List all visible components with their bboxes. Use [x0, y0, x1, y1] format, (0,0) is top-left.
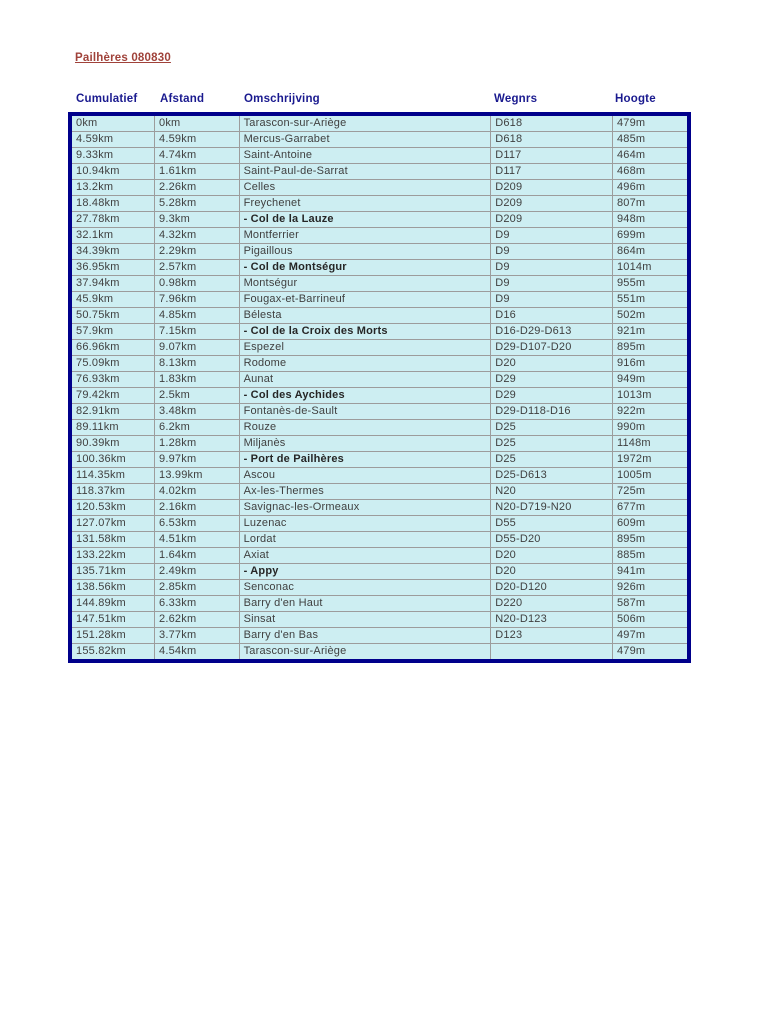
table-row	[70, 404, 689, 420]
cell-afstand: 1.83km	[155, 372, 240, 388]
cell-hoogte: 1972m	[612, 452, 689, 468]
cell-omschrijving: Celles	[239, 180, 491, 196]
cell-hoogte: 949m	[612, 372, 689, 388]
cell-afstand: 3.77km	[155, 628, 240, 644]
cell-wegnrs: D29	[491, 388, 613, 404]
cell-hoogte: 479m	[612, 644, 689, 662]
cell-afstand: 4.32km	[155, 228, 240, 244]
cell-hoogte: 926m	[612, 580, 689, 596]
cell-afstand: 4.54km	[155, 644, 240, 662]
cell-omschrijving: - Col des Aychides	[239, 388, 491, 404]
table-row	[70, 340, 689, 356]
cell-hoogte: 990m	[612, 420, 689, 436]
cell-afstand: 9.07km	[155, 340, 240, 356]
cell-omschrijving: Rouze	[239, 420, 491, 436]
cell-hoogte: 948m	[612, 212, 689, 228]
cell-omschrijving: Tarascon-sur-Ariège	[239, 114, 491, 132]
cell-afstand: 9.3km	[155, 212, 240, 228]
cell-wegnrs: D123	[491, 628, 613, 644]
cell-omschrijving: Barry d'en Haut	[239, 596, 491, 612]
cell-omschrijving: Ax-les-Thermes	[239, 484, 491, 500]
table-row	[70, 196, 689, 212]
cell-wegnrs: D20	[491, 564, 613, 580]
cell-wegnrs: D16-D29-D613	[491, 324, 613, 340]
cell-afstand: 8.13km	[155, 356, 240, 372]
cell-cumulatief: 155.82km	[70, 644, 155, 662]
cell-wegnrs	[491, 644, 613, 662]
cell-omschrijving: - Col de la Croix des Morts	[239, 324, 491, 340]
table-row	[70, 308, 689, 324]
cell-cumulatief: 27.78km	[70, 212, 155, 228]
cell-hoogte: 506m	[612, 612, 689, 628]
cell-hoogte: 922m	[612, 404, 689, 420]
cell-wegnrs: D25	[491, 452, 613, 468]
cell-afstand: 2.5km	[155, 388, 240, 404]
table-row	[70, 356, 689, 372]
cell-cumulatief: 133.22km	[70, 548, 155, 564]
cell-cumulatief: 13.2km	[70, 180, 155, 196]
cell-wegnrs: D209	[491, 196, 613, 212]
cell-hoogte: 587m	[612, 596, 689, 612]
cell-omschrijving: Lordat	[239, 532, 491, 548]
cell-cumulatief: 34.39km	[70, 244, 155, 260]
cell-wegnrs: D117	[491, 164, 613, 180]
table-row	[70, 292, 689, 308]
cell-hoogte: 895m	[612, 340, 689, 356]
cell-afstand: 4.59km	[155, 132, 240, 148]
cell-wegnrs: D25	[491, 420, 613, 436]
cell-afstand: 2.26km	[155, 180, 240, 196]
cell-cumulatief: 79.42km	[70, 388, 155, 404]
table-row	[70, 164, 689, 180]
table-row	[70, 516, 689, 532]
table-row	[70, 436, 689, 452]
table-row	[70, 548, 689, 564]
cell-hoogte: 725m	[612, 484, 689, 500]
table-row	[70, 244, 689, 260]
cell-omschrijving: - Port de Pailhères	[239, 452, 491, 468]
table-row	[70, 132, 689, 148]
cell-wegnrs: D20	[491, 548, 613, 564]
cell-hoogte: 807m	[612, 196, 689, 212]
cell-afstand: 1.61km	[155, 164, 240, 180]
cell-afstand: 2.29km	[155, 244, 240, 260]
table-row	[70, 564, 689, 580]
cell-hoogte: 1005m	[612, 468, 689, 484]
cell-wegnrs: D9	[491, 244, 613, 260]
column-header-hoogte: Hoogte	[615, 93, 656, 105]
column-header-wegnrs: Wegnrs	[494, 93, 538, 105]
cell-omschrijving: Fougax-et-Barrineuf	[239, 292, 491, 308]
cell-omschrijving: - Col de la Lauze	[239, 212, 491, 228]
cell-afstand: 0.98km	[155, 276, 240, 292]
cell-hoogte: 609m	[612, 516, 689, 532]
cell-omschrijving: Senconac	[239, 580, 491, 596]
cell-cumulatief: 90.39km	[70, 436, 155, 452]
cell-wegnrs: N20-D719-N20	[491, 500, 613, 516]
cell-wegnrs: D20	[491, 356, 613, 372]
cell-omschrijving: Mercus-Garrabet	[239, 132, 491, 148]
cell-cumulatief: 76.93km	[70, 372, 155, 388]
cell-cumulatief: 4.59km	[70, 132, 155, 148]
cell-omschrijving: Fontanès-de-Sault	[239, 404, 491, 420]
table-row	[70, 148, 689, 164]
table-row	[70, 596, 689, 612]
cell-wegnrs: N20	[491, 484, 613, 500]
cell-omschrijving: Tarascon-sur-Ariège	[239, 644, 491, 662]
cell-cumulatief: 66.96km	[70, 340, 155, 356]
cell-wegnrs: D209	[491, 180, 613, 196]
cell-afstand: 4.51km	[155, 532, 240, 548]
cell-afstand: 4.02km	[155, 484, 240, 500]
table-row	[70, 260, 689, 276]
cell-afstand: 2.62km	[155, 612, 240, 628]
cell-omschrijving: Aunat	[239, 372, 491, 388]
cell-hoogte: 1014m	[612, 260, 689, 276]
cell-hoogte: 468m	[612, 164, 689, 180]
cell-omschrijving: Savignac-les-Ormeaux	[239, 500, 491, 516]
cell-hoogte: 1148m	[612, 436, 689, 452]
column-header-afstand: Afstand	[160, 93, 205, 105]
cell-cumulatief: 75.09km	[70, 356, 155, 372]
table-row	[70, 180, 689, 196]
cell-hoogte: 699m	[612, 228, 689, 244]
cell-wegnrs: D29-D118-D16	[491, 404, 613, 420]
cell-omschrijving: Saint-Paul-de-Sarrat	[239, 164, 491, 180]
cell-wegnrs: D618	[491, 132, 613, 148]
cell-wegnrs: D25-D613	[491, 468, 613, 484]
cell-hoogte: 551m	[612, 292, 689, 308]
table-row	[70, 114, 689, 132]
column-header-omschrijving: Omschrijving	[244, 93, 320, 105]
cell-afstand: 0km	[155, 114, 240, 132]
cell-cumulatief: 18.48km	[70, 196, 155, 212]
cell-hoogte: 502m	[612, 308, 689, 324]
cell-hoogte: 677m	[612, 500, 689, 516]
cell-cumulatief: 89.11km	[70, 420, 155, 436]
cell-afstand: 2.57km	[155, 260, 240, 276]
cell-afstand: 1.28km	[155, 436, 240, 452]
cell-afstand: 6.33km	[155, 596, 240, 612]
cell-omschrijving: Axiat	[239, 548, 491, 564]
cell-cumulatief: 37.94km	[70, 276, 155, 292]
cell-hoogte: 895m	[612, 532, 689, 548]
cell-afstand: 7.96km	[155, 292, 240, 308]
cell-afstand: 4.85km	[155, 308, 240, 324]
cell-cumulatief: 10.94km	[70, 164, 155, 180]
cell-afstand: 4.74km	[155, 148, 240, 164]
cell-afstand: 13.99km	[155, 468, 240, 484]
cell-wegnrs: D16	[491, 308, 613, 324]
cell-cumulatief: 100.36km	[70, 452, 155, 468]
cell-hoogte: 479m	[612, 114, 689, 132]
table-row	[70, 612, 689, 628]
cell-cumulatief: 45.9km	[70, 292, 155, 308]
cell-omschrijving: Luzenac	[239, 516, 491, 532]
table-row	[70, 468, 689, 484]
table-row	[70, 324, 689, 340]
table-row	[70, 228, 689, 244]
cell-wegnrs: D117	[491, 148, 613, 164]
route-table	[68, 112, 691, 663]
cell-cumulatief: 131.58km	[70, 532, 155, 548]
cell-hoogte: 864m	[612, 244, 689, 260]
cell-hoogte: 497m	[612, 628, 689, 644]
cell-omschrijving: - Col de Montségur	[239, 260, 491, 276]
cell-hoogte: 941m	[612, 564, 689, 580]
cell-afstand: 1.64km	[155, 548, 240, 564]
table-row	[70, 276, 689, 292]
cell-wegnrs: D29-D107-D20	[491, 340, 613, 356]
cell-omschrijving: Freychenet	[239, 196, 491, 212]
cell-wegnrs: D55	[491, 516, 613, 532]
cell-cumulatief: 151.28km	[70, 628, 155, 644]
cell-afstand: 2.85km	[155, 580, 240, 596]
table-row	[70, 388, 689, 404]
table-row	[70, 580, 689, 596]
table-row	[70, 420, 689, 436]
cell-cumulatief: 32.1km	[70, 228, 155, 244]
cell-afstand: 2.49km	[155, 564, 240, 580]
table-row	[70, 372, 689, 388]
cell-wegnrs: D20-D120	[491, 580, 613, 596]
cell-wegnrs: D9	[491, 276, 613, 292]
cell-hoogte: 955m	[612, 276, 689, 292]
cell-wegnrs: D220	[491, 596, 613, 612]
cell-afstand: 6.53km	[155, 516, 240, 532]
cell-omschrijving: - Appy	[239, 564, 491, 580]
cell-hoogte: 485m	[612, 132, 689, 148]
cell-afstand: 3.48km	[155, 404, 240, 420]
table-row	[70, 628, 689, 644]
cell-omschrijving: Bélesta	[239, 308, 491, 324]
cell-cumulatief: 138.56km	[70, 580, 155, 596]
cell-cumulatief: 147.51km	[70, 612, 155, 628]
cell-cumulatief: 120.53km	[70, 500, 155, 516]
cell-wegnrs: N20-D123	[491, 612, 613, 628]
table-row	[70, 500, 689, 516]
table-header-row	[72, 93, 687, 105]
cell-wegnrs: D209	[491, 212, 613, 228]
cell-hoogte: 921m	[612, 324, 689, 340]
cell-cumulatief: 135.71km	[70, 564, 155, 580]
cell-cumulatief: 9.33km	[70, 148, 155, 164]
cell-omschrijving: Sinsat	[239, 612, 491, 628]
cell-wegnrs: D9	[491, 260, 613, 276]
cell-omschrijving: Ascou	[239, 468, 491, 484]
cell-afstand: 6.2km	[155, 420, 240, 436]
cell-wegnrs: D25	[491, 436, 613, 452]
cell-cumulatief: 118.37km	[70, 484, 155, 500]
cell-omschrijving: Miljanès	[239, 436, 491, 452]
cell-cumulatief: 144.89km	[70, 596, 155, 612]
cell-cumulatief: 82.91km	[70, 404, 155, 420]
cell-hoogte: 496m	[612, 180, 689, 196]
cell-omschrijving: Montségur	[239, 276, 491, 292]
cell-hoogte: 885m	[612, 548, 689, 564]
cell-hoogte: 464m	[612, 148, 689, 164]
cell-hoogte: 916m	[612, 356, 689, 372]
column-header-cumulatief: Cumulatief	[76, 93, 138, 105]
cell-cumulatief: 0km	[70, 114, 155, 132]
cell-cumulatief: 36.95km	[70, 260, 155, 276]
cell-wegnrs: D29	[491, 372, 613, 388]
cell-omschrijving: Montferrier	[239, 228, 491, 244]
cell-omschrijving: Saint-Antoine	[239, 148, 491, 164]
cell-afstand: 2.16km	[155, 500, 240, 516]
cell-omschrijving: Pigaillous	[239, 244, 491, 260]
cell-cumulatief: 50.75km	[70, 308, 155, 324]
cell-afstand: 5.28km	[155, 196, 240, 212]
cell-omschrijving: Rodome	[239, 356, 491, 372]
cell-hoogte: 1013m	[612, 388, 689, 404]
cell-wegnrs: D55-D20	[491, 532, 613, 548]
cell-omschrijving: Barry d'en Bas	[239, 628, 491, 644]
table-row	[70, 212, 689, 228]
page-title-link[interactable]: Pailhères 080830	[75, 52, 171, 64]
cell-omschrijving: Espezel	[239, 340, 491, 356]
table-row	[70, 484, 689, 500]
table-row	[70, 644, 689, 662]
cell-wegnrs: D9	[491, 292, 613, 308]
cell-cumulatief: 57.9km	[70, 324, 155, 340]
cell-afstand: 9.97km	[155, 452, 240, 468]
cell-wegnrs: D618	[491, 114, 613, 132]
cell-cumulatief: 127.07km	[70, 516, 155, 532]
cell-wegnrs: D9	[491, 228, 613, 244]
table-row	[70, 532, 689, 548]
cell-cumulatief: 114.35km	[70, 468, 155, 484]
table-row	[70, 452, 689, 468]
cell-afstand: 7.15km	[155, 324, 240, 340]
